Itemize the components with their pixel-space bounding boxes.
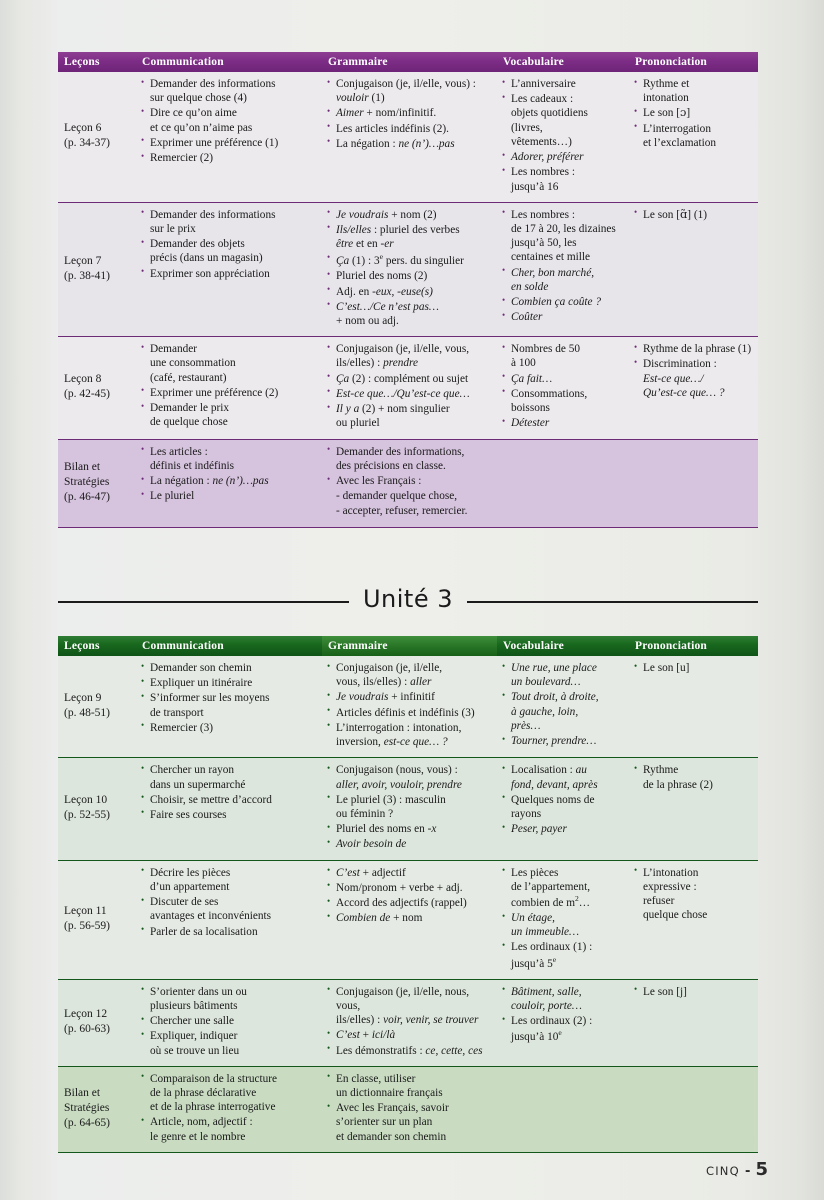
communication-list	[141, 445, 317, 504]
list-item: • Faire ses courses	[141, 808, 317, 822]
list-item: • Ils/elles : pluriel des verbes être et en -er	[327, 223, 492, 251]
list-item: • Combien ça coûte ?	[502, 295, 624, 309]
list-item: • S’informer sur les moyens de transport	[141, 691, 317, 719]
vocabulaire-list	[502, 208, 624, 325]
column-header-prononciation: Prononciation	[629, 52, 758, 72]
list-item: • Je voudrais + nom (2)	[327, 208, 492, 222]
cell-grammaire	[322, 860, 497, 979]
list-item: • Détester	[502, 416, 624, 430]
grammaire-list	[327, 77, 492, 151]
communication-list	[141, 208, 317, 281]
cell-communication	[136, 860, 322, 979]
list-item: • Demander des informations sur le prix	[141, 208, 317, 236]
cell-grammaire	[322, 337, 497, 439]
list-item: • Discrimination : Est-ce que…/ Qu’est-ce que… ?	[634, 357, 753, 400]
unite-heading	[58, 585, 758, 616]
column-header-communication: Communication	[136, 636, 322, 656]
cell-vocabulaire	[497, 72, 629, 202]
list-item: • Rythme de la phrase (2)	[634, 763, 753, 791]
list-item: • Expliquer, indiquer où se trouve un lieu	[141, 1029, 317, 1057]
list-item: • Le pluriel	[141, 489, 317, 503]
cell-prononciation	[629, 860, 758, 979]
list-item: • Les pièces de l’appartement, combien de $m^2\dots$	[502, 866, 624, 910]
list-item: • C’est + ici/là	[327, 1028, 492, 1042]
list-item: • S’orienter dans un ou plusieurs bâtiments	[141, 985, 317, 1013]
table-row	[58, 202, 758, 337]
communication-list	[141, 342, 317, 429]
vocabulaire-list	[502, 342, 624, 430]
list-item: • Quelques noms de rayons	[502, 793, 624, 821]
list-item: • L’interrogation et l’exclamation	[634, 122, 753, 150]
list-item: • Demander des objets précis (dans un magasin)	[141, 237, 317, 265]
cell-grammaire	[322, 979, 497, 1066]
list-item: • Exprimer une préférence (1)	[141, 136, 317, 150]
list-item: • Demander des informations, des précisions en classe.	[327, 445, 753, 473]
cell-prononciation	[629, 202, 758, 337]
list-item: • Adorer, préférer	[502, 150, 624, 164]
bilan-cell-grammaire	[322, 439, 758, 527]
cell-prononciation	[629, 337, 758, 439]
lesson-label: Leçon 7 (p. 38-41)	[58, 202, 136, 337]
list-item: • Les nombres : de 17 à 20, les dizaines jusqu’à 50, les centaines et mille	[502, 208, 624, 265]
list-item: • L’intonation expressive : refuser quelque chose	[634, 866, 753, 923]
column-header-grammaire: Grammaire	[322, 52, 497, 72]
table-row	[58, 860, 758, 979]
list-item: • C’est…/Ce n’est pas… + nom ou adj.	[327, 300, 492, 328]
rule-left	[58, 601, 349, 603]
list-item: • Remercier (3)	[141, 721, 317, 735]
lesson-label: Leçon 11 (p. 56-59)	[58, 860, 136, 979]
list-item: • Bâtiment, salle, couloir, porte…	[502, 985, 624, 1013]
prononciation-list	[634, 661, 753, 675]
list-item: • Est-ce que…/Qu’est-ce que…	[327, 387, 492, 401]
list-item: • La négation : ne (n’)…pas	[141, 474, 317, 488]
list-item: • Demander le prix de quelque chose	[141, 401, 317, 429]
list-item: • Conjugaison (je, il/elle, vous, ils/elles) : aller	[327, 661, 492, 689]
list-item: • Aimer + nom/infinitif.	[327, 106, 492, 120]
cell-communication	[136, 72, 322, 202]
list-item: • Rythme de la phrase (1)	[634, 342, 753, 356]
page-number: 5	[755, 1159, 768, 1180]
list-item: • En classe, utiliser un dictionnaire français	[327, 1072, 753, 1100]
list-item: • Cher, bon marché, en solde	[502, 266, 624, 294]
list-item: • Les ordinaux (2) : jusqu’à 10e	[502, 1014, 624, 1044]
list-item: • Demander son chemin	[141, 661, 317, 675]
bilan-cell-communication	[136, 1066, 322, 1152]
list-item: • Localisation : au fond, devant, après	[502, 763, 624, 791]
cell-vocabulaire	[497, 337, 629, 439]
table-row	[58, 72, 758, 202]
table-row	[58, 758, 758, 860]
page-footer	[706, 1159, 768, 1180]
list-item: • Pluriel des noms en -x	[327, 822, 492, 836]
vocabulaire-list	[502, 866, 624, 971]
list-item: • Demander une consommation (café, restaurant)	[141, 342, 317, 385]
list-item: • Comparaison de la structure de la phrase déclarative et de la phrase interrogative	[141, 1072, 317, 1115]
list-item: • Article, nom, adjectif : le genre et le nombre	[141, 1115, 317, 1143]
communication-list	[141, 1072, 317, 1144]
vocabulaire-list	[502, 661, 624, 748]
list-item: • Rythme et intonation	[634, 77, 753, 105]
bilan-cell-grammaire	[322, 1066, 758, 1152]
list-item: • Avoir besoin de	[327, 837, 492, 851]
cell-communication	[136, 758, 322, 860]
list-item: • Accord des adjectifs (rappel)	[327, 896, 492, 910]
lesson-label: Leçon 6 (p. 34-37)	[58, 72, 136, 202]
list-item: • Avec les Français, savoir s’orienter sur un plan et demander son chemin	[327, 1101, 753, 1144]
vocabulaire-list	[502, 985, 624, 1045]
cell-prononciation	[629, 656, 758, 758]
list-item: • Conjugaison (nous, vous) : aller, avoir, vouloir, prendre	[327, 763, 492, 791]
communication-list	[141, 661, 317, 735]
syllabus-table-unit3	[58, 636, 758, 1153]
cell-vocabulaire	[497, 860, 629, 979]
list-item: • Décrire les pièces d’un appartement	[141, 866, 317, 894]
list-item: • Ça (1) : 3e pers. du singulier	[327, 252, 492, 268]
communication-list	[141, 866, 317, 939]
bilan-row	[58, 1066, 758, 1152]
bilan-label: Bilan et Stratégies (p. 64-65)	[58, 1066, 136, 1152]
cell-prononciation	[629, 979, 758, 1066]
bilan-cell-communication	[136, 439, 322, 527]
cell-grammaire	[322, 758, 497, 860]
list-item: • Une rue, une place un boulevard…	[502, 661, 624, 689]
list-item: • Peser, payer	[502, 822, 624, 836]
list-item: • L’interrogation : intonation, inversion, est-ce que… ?	[327, 721, 492, 749]
rule-right	[467, 601, 758, 603]
list-item: • Conjugaison (je, il/elle, vous) : vouloir (1)	[327, 77, 492, 105]
grammaire-list	[327, 661, 492, 749]
list-item: • Expliquer un itinéraire	[141, 676, 317, 690]
list-item: • Tourner, prendre…	[502, 734, 624, 748]
communication-list	[141, 77, 317, 165]
cell-communication	[136, 202, 322, 337]
table-header-row	[58, 636, 758, 656]
unite-title: Unité 3	[362, 585, 454, 613]
column-header-vocabulaire: Vocabulaire	[497, 52, 629, 72]
list-item: • L’anniversaire	[502, 77, 624, 91]
list-item: • Les articles : définis et indéfinis	[141, 445, 317, 473]
cell-vocabulaire	[497, 656, 629, 758]
list-item: • Consommations, boissons	[502, 387, 624, 415]
column-header-leons: Leçons	[58, 52, 136, 72]
list-item: • Le son [ɔ]	[634, 106, 753, 120]
list-item: • Avec les Français :	[327, 474, 753, 488]
list-item: • Conjugaison (je, il/elle, vous, ils/elles) : prendre	[327, 342, 492, 370]
column-header-prononciation: Prononciation	[629, 636, 758, 656]
list-item: • Chercher un rayon dans un supermarché	[141, 763, 317, 791]
table-row	[58, 656, 758, 758]
cell-communication	[136, 656, 322, 758]
footer-word: CINQ	[705, 1164, 740, 1178]
prononciation-list	[634, 342, 753, 400]
list-item: • Les ordinaux (1) : jusqu’à 5e	[502, 940, 624, 970]
list-item: • Choisir, se mettre d’accord	[141, 793, 317, 807]
table-green	[58, 636, 758, 1153]
column-header-vocabulaire: Vocabulaire	[497, 636, 629, 656]
list-item: • Il y a (2) + nom singulier ou pluriel	[327, 402, 492, 430]
cell-communication	[136, 337, 322, 439]
table-purple	[58, 52, 758, 528]
cell-grammaire	[322, 202, 497, 337]
list-item: • Parler de sa localisation	[141, 925, 317, 939]
communication-list	[141, 985, 317, 1058]
list-item: • Les articles indéfinis (2).	[327, 122, 492, 136]
column-header-leons: Leçons	[58, 636, 136, 656]
grammaire-list	[327, 342, 492, 430]
grammaire-list	[327, 866, 492, 926]
lesson-label: Leçon 10 (p. 52-55)	[58, 758, 136, 860]
list-item: • Demander des informations sur quelque chose (4)	[141, 77, 317, 105]
list-item: • Nombres de 50 à 100	[502, 342, 624, 370]
bilan-row	[58, 439, 758, 527]
grammaire-list	[327, 985, 492, 1058]
list-item: • Remercier (2)	[141, 151, 317, 165]
cell-prononciation	[629, 72, 758, 202]
list-item: • C’est + adjectif	[327, 866, 492, 880]
list-item: • Le son [j]	[634, 985, 753, 999]
list-item: • Articles définis et indéfinis (3)	[327, 706, 492, 720]
cell-vocabulaire	[497, 202, 629, 337]
cell-grammaire	[322, 72, 497, 202]
cell-communication	[136, 979, 322, 1066]
grammaire-list	[327, 763, 492, 851]
prononciation-list	[634, 208, 753, 222]
syllabus-table-unit2	[58, 52, 758, 528]
vocabulaire-list	[502, 77, 624, 194]
list-item: • Exprimer une préférence (2)	[141, 386, 317, 400]
grammaire-list	[327, 445, 753, 519]
list-item: • Je voudrais + infinitif	[327, 690, 492, 704]
list-item: • Le son [ɑ̃] (1)	[634, 208, 753, 222]
list-item: • Tout droit, à droite, à gauche, loin, près…	[502, 690, 624, 733]
footer-dash: -	[744, 1164, 751, 1179]
list-item: • Nom/pronom + verbe + adj.	[327, 881, 492, 895]
cell-vocabulaire	[497, 758, 629, 860]
table-header-row	[58, 52, 758, 72]
lesson-label: Leçon 12 (p. 60-63)	[58, 979, 136, 1066]
list-item: - demander quelque chose,	[336, 490, 458, 503]
list-item: • Adj. en -eux, -euse(s)	[327, 285, 492, 299]
list-item: • Dire ce qu’on aime et ce qu’on n’aime pas	[141, 106, 317, 134]
list-item: • Exprimer son appréciation	[141, 267, 317, 281]
list-item: • Les nombres : jusqu’à 16	[502, 165, 624, 193]
grammaire-list	[327, 1072, 753, 1144]
cell-grammaire	[322, 656, 497, 758]
cell-prononciation	[629, 758, 758, 860]
list-item: • Ça (2) : complément ou sujet	[327, 372, 492, 386]
list-item: • Pluriel des noms (2)	[327, 269, 492, 283]
lesson-label: Leçon 8 (p. 42-45)	[58, 337, 136, 439]
prononciation-list	[634, 866, 753, 923]
communication-list	[141, 763, 317, 822]
list-item: • Les cadeaux : objets quotidiens (livres, vêtements…)	[502, 92, 624, 149]
list-item: • Le pluriel (3) : masculin ou féminin ?	[327, 793, 492, 821]
lesson-label: Leçon 9 (p. 48-51)	[58, 656, 136, 758]
list-item: • Ça fait…	[502, 372, 624, 386]
list-item: - accepter, refuser, remercier.	[336, 505, 468, 518]
list-item: • Chercher une salle	[141, 1014, 317, 1028]
list-item: • Discuter de ses avantages et inconvénients	[141, 895, 317, 923]
prononciation-list	[634, 985, 753, 999]
column-header-communication: Communication	[136, 52, 322, 72]
bilan-label: Bilan et Stratégies (p. 46-47)	[58, 439, 136, 527]
list-item: • Combien de + nom	[327, 911, 492, 925]
prononciation-list	[634, 763, 753, 791]
list-item: • Coûter	[502, 310, 624, 324]
list-item: • Un étage, un immeuble…	[502, 911, 624, 939]
vocabulaire-list	[502, 763, 624, 836]
column-header-grammaire: Grammaire	[322, 636, 497, 656]
list-item: • Conjugaison (je, il/elle, nous, vous, ils/elles) : voir, venir, se trouver	[327, 985, 492, 1028]
table-row	[58, 979, 758, 1066]
grammaire-list	[327, 208, 492, 329]
list-item: • La négation : ne (n’)…pas	[327, 137, 492, 151]
list-item: • Les démonstratifs : ce, cette, ces	[327, 1044, 492, 1058]
prononciation-list	[634, 77, 753, 150]
list-item: • Le son [u]	[634, 661, 753, 675]
cell-vocabulaire	[497, 979, 629, 1066]
table-row	[58, 337, 758, 439]
